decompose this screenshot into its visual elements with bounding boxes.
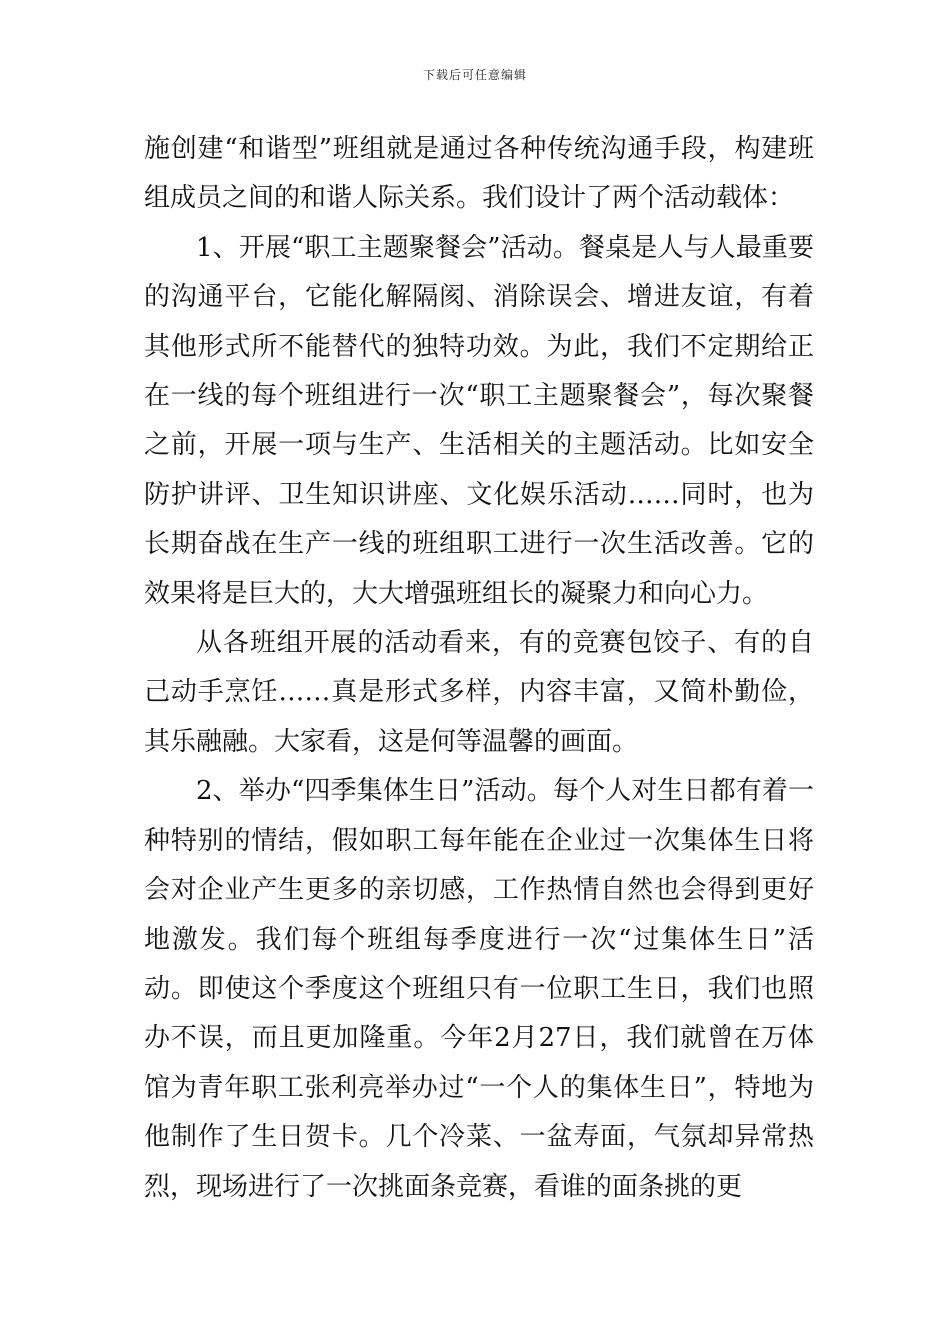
document-body — [144, 125, 814, 1212]
paragraph-3: 从各班组开展的活动看来，有的竞赛包饺子、有的自己动手烹饪……真是形式多样，内容丰富，又简朴勤俭，其乐融融。大家看，这是何等温馨的画面。 — [144, 628, 814, 757]
paragraph-1: 施创建“和谐型”班组就是通过各种传统沟通手段，构建班组成员之间的和谐人际关系。我们设计了两个活动载体： — [144, 134, 814, 214]
paragraph-2: 1、开展“职工主题聚餐会”活动。餐桌是人与人最重要的沟通平台，它能化解隔阂、消除误会、增进友谊，有着其他形式所不能替代的独特功效。为此，我们不定期给正在一线的每个班组进行一次“职工主题聚餐会”，每次聚餐之前，开展一项与生产、生活相关的主题活动。比如安全防护讲评、卫生知识讲座、文化娱乐活动……同时，也为长期奋战在生产一线的班组职工进行一次生活改善。它的效果将是巨大的，大大增强班组长的凝聚力和向心力。 — [144, 232, 814, 609]
paragraph-4: 2、举办“四季集体生日”活动。每个人对生日都有着一种特别的情结，假如职工每年能在企业过一次集体生日将会对企业产生更多的亲切感，工作热情自然也会得到更好地激发。我们每个班组每季度进行一次“过集体生日”活动。即使这个季度这个班组只有一位职工生日，我们也照办不误，而且更加隆重。今年2月27日，我们就曾在万体馆为青年职工张利亮举办过“一个人的集体生日”，特地为他制作了生日贺卡。几个冷菜、一盆寿面，气氛却异常热烈，现场进行了一次挑面条竞赛，看谁的面条挑的更 — [144, 776, 814, 1202]
page-header: 下载后可任意编辑 — [422, 68, 527, 82]
